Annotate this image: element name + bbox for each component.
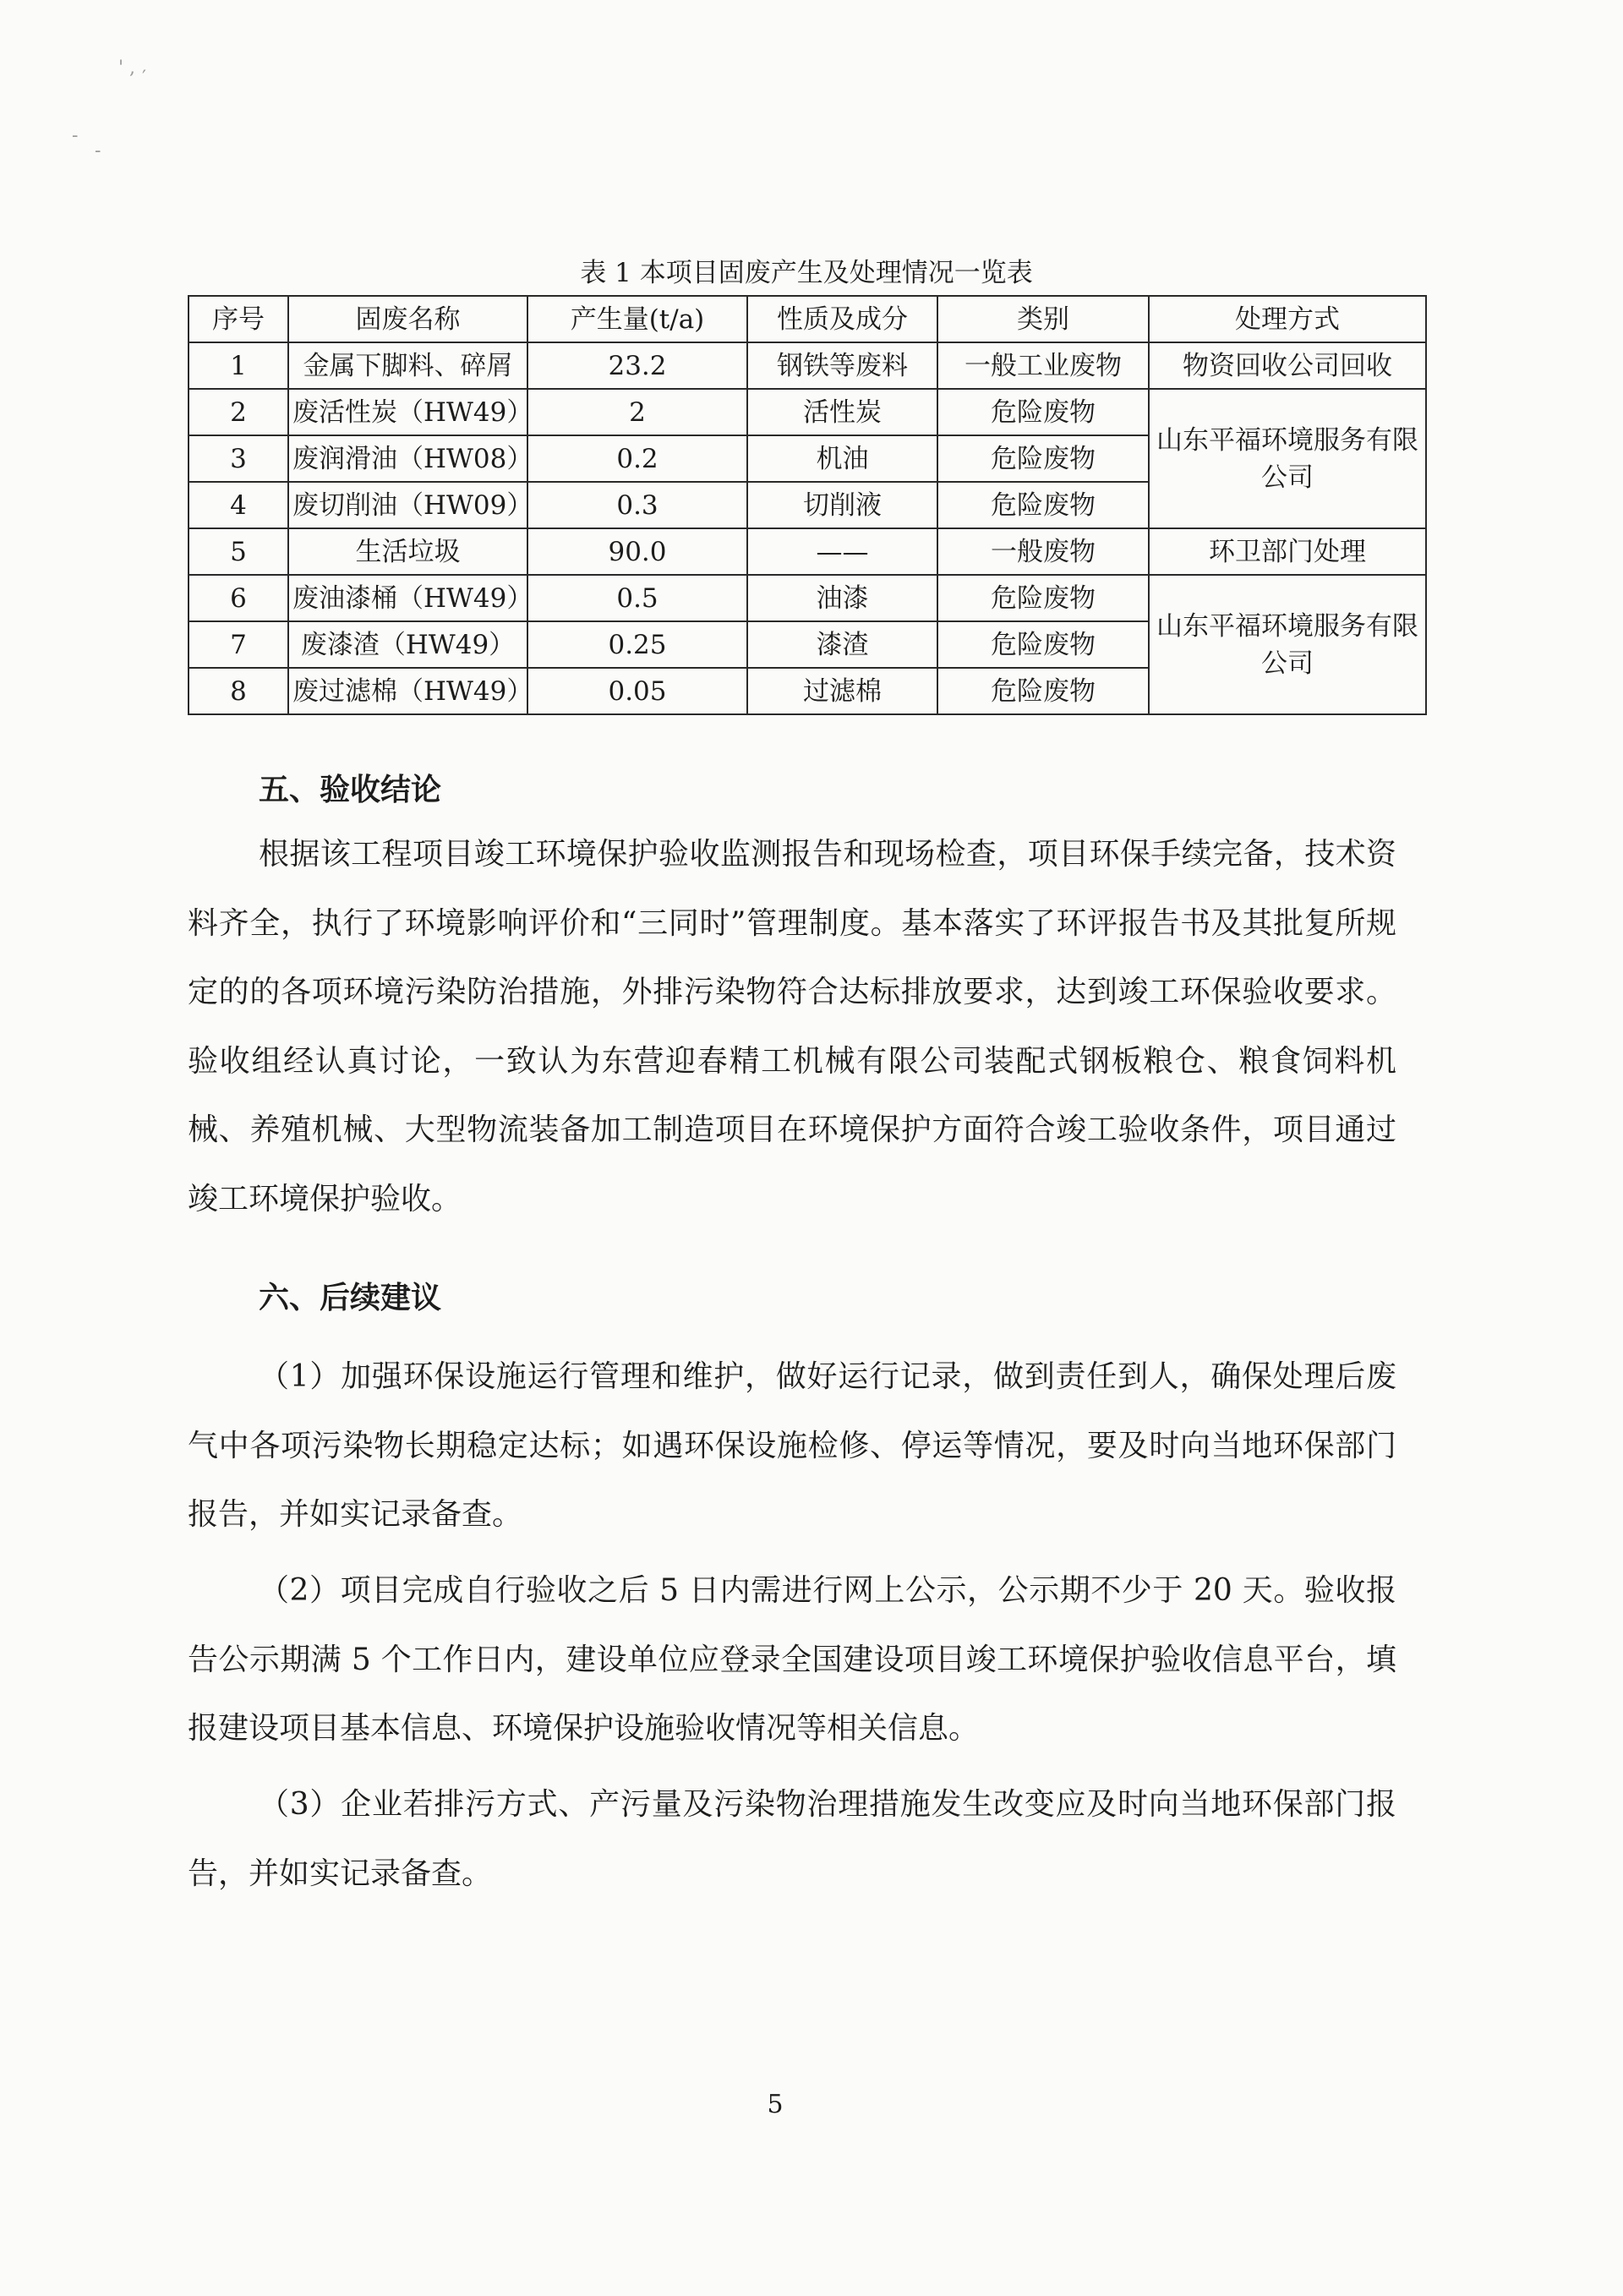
header-no: 序号	[189, 296, 288, 342]
cell-category: 一般工业废物	[937, 342, 1149, 389]
cell-amount: 0.5	[527, 575, 747, 621]
table-row	[189, 389, 1426, 435]
cell-category: 危险废物	[937, 389, 1149, 435]
cell-name: 废过滤棉（HW49）	[288, 668, 527, 714]
cell-property: 活性炭	[747, 389, 937, 435]
table-row	[189, 528, 1426, 575]
cell-amount: 2	[527, 389, 747, 435]
conclusion-paragraph: 根据该工程项目竣工环境保护验收监测报告和现场检查，项目环保手续完备，技术资料齐全，执行了环境影响评价和“三同时”管理制度。基本落实了环评报告书及其批复所规定的的各项环境污染防治措施，外排污染物符合达标排放要求，达到竣工环保验收要求。验收组经认真讨论，一致认为东营迎春精工机械有限公司装配式钢板粮仓、粮食饲料机械、养殖机械、大型物流装备加工制造项目在环境保护方面符合竣工验收条件，项目通过竣工环境保护验收。	[188, 837, 1396, 1216]
cell-no: 7	[189, 621, 288, 668]
header-property: 性质及成分	[747, 296, 937, 342]
cell-category: 危险废物	[937, 482, 1149, 528]
header-amount: 产生量(t/a)	[527, 296, 747, 342]
suggestion-item-1: （1）加强环保设施运行管理和维护，做好运行记录，做到责任到人，确保处理后废气中各项污染物长期稳定达标；如遇环保设施检修、停运等情况，要及时向当地环保部门报告，并如实记录备查。	[188, 1359, 1396, 1532]
scan-speck: ′	[142, 68, 146, 89]
cell-name: 废切削油（HW09）	[288, 482, 527, 528]
section-heading-conclusion: 五、验收结论	[259, 772, 442, 807]
cell-no: 1	[189, 342, 288, 389]
solid-waste-table	[188, 295, 1427, 715]
header-category: 类别	[937, 296, 1149, 342]
cell-category: 危险废物	[937, 575, 1149, 621]
suggestion-item-3: （3）企业若排污方式、产污量及污染物治理措施发生改变应及时向当地环保部门报告，并如实记录备查。	[188, 1787, 1396, 1891]
cell-category: 危险废物	[937, 668, 1149, 714]
table-row	[189, 342, 1426, 389]
cell-property: 过滤棉	[747, 668, 937, 714]
cell-name: 废润滑油（HW08）	[288, 435, 527, 482]
page-number: 5	[767, 2090, 784, 2119]
scan-speck: -	[72, 125, 79, 146]
cell-amount: 0.2	[527, 435, 747, 482]
cell-name: 金属下脚料、碎屑	[288, 342, 527, 389]
cell-category: 危险废物	[937, 435, 1149, 482]
cell-category: 一般废物	[937, 528, 1149, 575]
cell-method: 山东平福环境服务有限公司	[1149, 575, 1426, 714]
cell-amount: 0.25	[527, 621, 747, 668]
cell-category: 危险废物	[937, 621, 1149, 668]
cell-property: 油漆	[747, 575, 937, 621]
cell-name: 废漆渣（HW49）	[288, 621, 527, 668]
cell-no: 5	[189, 528, 288, 575]
scan-speck: ' ,	[118, 57, 136, 79]
cell-no: 2	[189, 389, 288, 435]
cell-amount: 90.0	[527, 528, 747, 575]
cell-name: 生活垃圾	[288, 528, 527, 575]
cell-method: 物资回收公司回收	[1149, 342, 1426, 389]
cell-amount: 23.2	[527, 342, 747, 389]
header-method: 处理方式	[1149, 296, 1426, 342]
cell-method: 环卫部门处理	[1149, 528, 1426, 575]
header-name: 固废名称	[288, 296, 527, 342]
cell-no: 8	[189, 668, 288, 714]
cell-method: 山东平福环境服务有限公司	[1149, 389, 1426, 528]
cell-amount: 0.05	[527, 668, 747, 714]
cell-name: 废油漆桶（HW49）	[288, 575, 527, 621]
cell-no: 6	[189, 575, 288, 621]
table-header-row	[189, 296, 1426, 342]
cell-no: 4	[189, 482, 288, 528]
cell-property: ——	[747, 528, 937, 575]
suggestion-item-2: （2）项目完成自行验收之后 5 日内需进行网上公示，公示期不少于 20 天。验收报告公示期满 5 个工作日内，建设单位应登录全国建设项目竣工环境保护验收信息平台，填报建设项目基本信息、环境保护设施验收情况等相关信息。	[188, 1573, 1396, 1746]
cell-property: 机油	[747, 435, 937, 482]
table-caption: 表 1 本项目固废产生及处理情况一览表	[580, 258, 1033, 288]
scan-speck: -	[95, 140, 101, 161]
cell-property: 漆渣	[747, 621, 937, 668]
section-heading-suggestions: 六、后续建议	[259, 1280, 442, 1315]
cell-property: 钢铁等废料	[747, 342, 937, 389]
cell-no: 3	[189, 435, 288, 482]
cell-property: 切削液	[747, 482, 937, 528]
cell-name: 废活性炭（HW49）	[288, 389, 527, 435]
cell-amount: 0.3	[527, 482, 747, 528]
table-row	[189, 575, 1426, 621]
